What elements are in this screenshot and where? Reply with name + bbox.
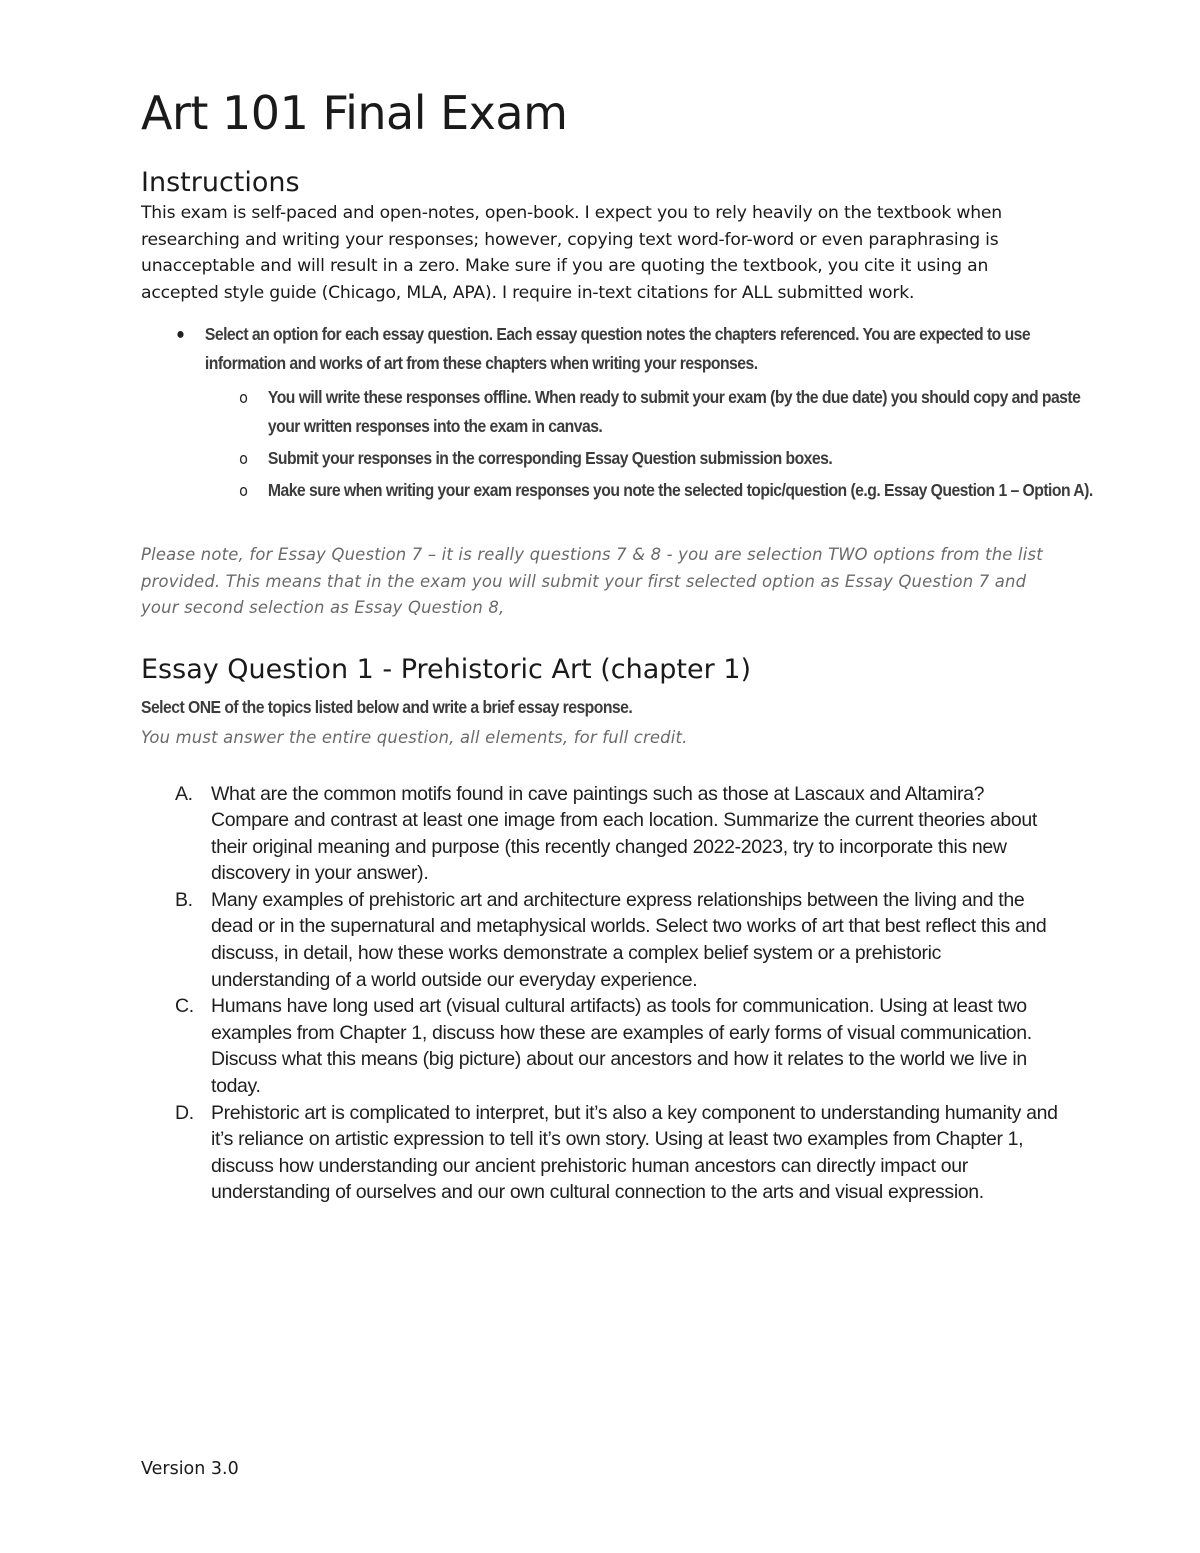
- sub-bullet-list: [205, 383, 1096, 505]
- essay-option-b: [141, 887, 1061, 993]
- bullet-item: [141, 320, 1096, 505]
- option-text: Many examples of prehistoric art and architecture express relationships between the living and the dead or in the supernatural and metaphysical worlds. Select two works of art that best reflect this and discuss, in detail, how these works demonstrate a complex belief system or a prehistoric understanding of a world outside our everyday experience.: [211, 888, 1047, 991]
- circle-bullet-icon: o: [239, 388, 248, 407]
- option-text: What are the common motifs found in cave paintings such as those at Lascaux and Altamira? Compare and contrast at least one image from each location. Summarize the current theories about their original meaning and purpose (this recently changed 2022-2023, try to incorporate this new discovery in your answer).: [211, 782, 1037, 885]
- essay-option-a: [141, 781, 1061, 887]
- option-letter: A.: [175, 782, 193, 805]
- document-page: [141, 70, 1093, 1206]
- essay-option-c: [141, 993, 1061, 1099]
- version-footer: Version 3.0: [141, 1459, 239, 1479]
- circle-bullet-icon: o: [239, 481, 248, 500]
- option-letter: C.: [175, 995, 194, 1018]
- sub-bullet-text: Submit your responses in the corresponding Essay Question submission boxes.: [267, 448, 833, 468]
- essay-option-d: [141, 1100, 1061, 1206]
- full-credit-note: You must answer the entire question, all elements, for full credit.: [141, 727, 688, 747]
- option-letter: B.: [175, 888, 193, 911]
- essay-question-1-heading: Essay Question 1 - Prehistoric Art (chapter 1): [141, 653, 751, 685]
- bullet-dot-icon: ●: [176, 326, 185, 343]
- essay-options-list: [141, 781, 1061, 1207]
- essay-7-note: Please note, for Essay Question 7 – it is really questions 7 & 8 - you are selection TWO options from the list provided. This means that in the exam you will submit your first selected option as Essay Question 7 and your second selection as Essay Question 8,: [141, 545, 1043, 617]
- sub-bullet-text: Make sure when writing your exam responses you note the selected topic/question (e.g. Essay Question 1 – Option A).: [267, 480, 1093, 500]
- sub-bullet-item: [205, 476, 1096, 505]
- option-text: Humans have long used art (visual cultural artifacts) as tools for communication. Using at least two examples from Chapter 1, discuss how these are examples of early forms of visual communication. Discuss what this means (big picture) about our ancestors and how it relates to the world we live in today.: [211, 995, 1032, 1098]
- bullet-text: Select an option for each essay question. Each essay question notes the chapters referenced. You are expected to use information and works of art from these chapters when writing your responses.: [204, 324, 1031, 373]
- sub-bullet-item: [205, 383, 1096, 441]
- select-one-instruction: Select ONE of the topics listed below and write a brief essay response.: [141, 696, 633, 717]
- option-text: Prehistoric art is complicated to interpret, but it’s also a key component to understanding humanity and it’s reliance on artistic expression to tell it’s own story. Using at least two examples from Chapter 1, discuss how understanding our ancient prehistoric human ancestors can directly impact our understanding of ourselves and our own cultural connection to the arts and visual expression.: [211, 1101, 1058, 1204]
- instructions-bullet-list: [141, 320, 1093, 505]
- instructions-heading: Instructions: [141, 167, 300, 198]
- sub-bullet-text: You will write these responses offline. When ready to submit your exam (by the due date) you should copy and paste your written responses into the exam in canvas.: [267, 387, 1081, 436]
- circle-bullet-icon: o: [239, 449, 248, 468]
- document-title: Art 101 Final Exam: [141, 86, 568, 140]
- option-letter: D.: [175, 1101, 194, 1124]
- sub-bullet-item: [205, 444, 1096, 473]
- instructions-paragraph: This exam is self-paced and open-notes, open-book. I expect you to rely heavily on the textbook when researching and writing your responses; however, copying text word-for-word or even paraphrasing is unacceptable and will result in a zero. Make sure if you are quoting the textbook, you cite it using an accepted style guide (Chicago, MLA, APA). I require in-text citations for ALL submitted work.: [141, 203, 1002, 303]
